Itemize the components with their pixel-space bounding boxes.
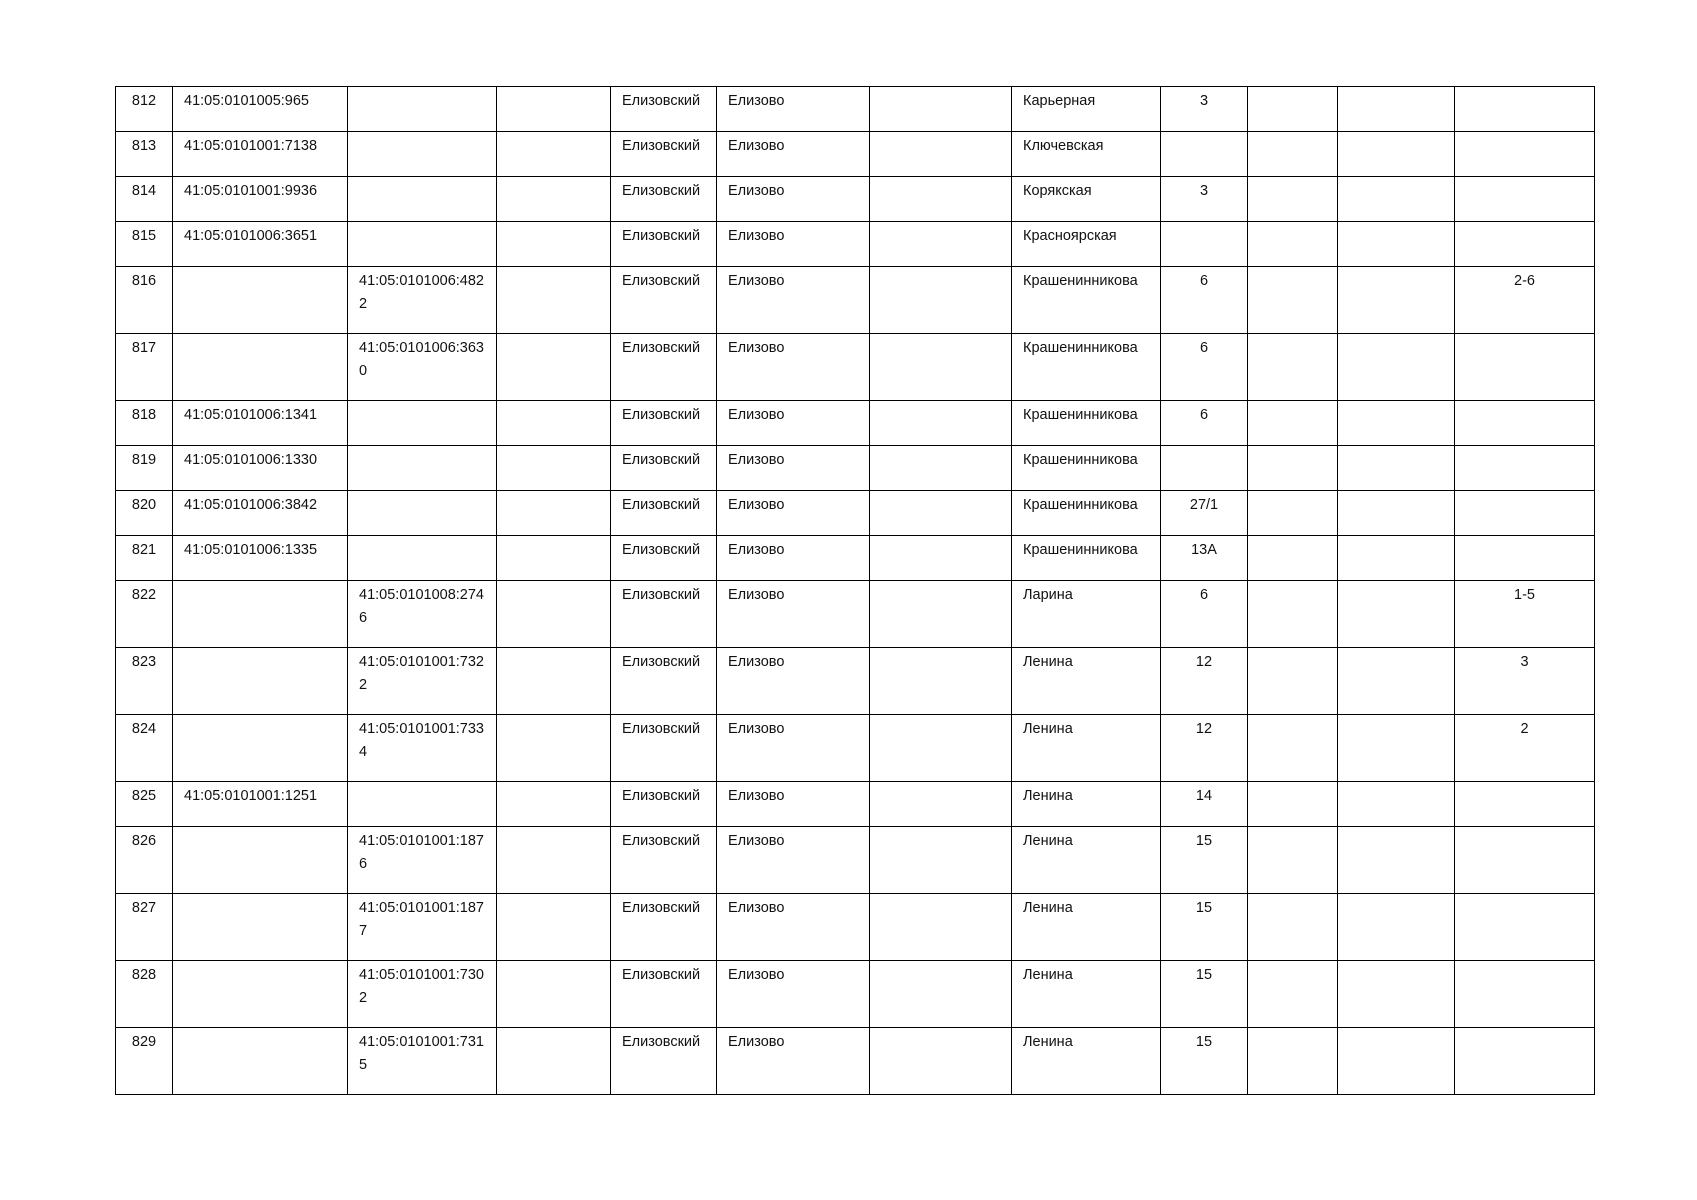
street-cell: Ленина [1012,1028,1161,1095]
empty-cell [1338,827,1455,894]
district-cell: Елизовский [611,581,717,648]
empty-cell [870,401,1012,446]
street-cell: Ленина [1012,894,1161,961]
house-cell: 15 [1161,961,1248,1028]
cadastral-number-alt-cell [348,536,497,581]
empty-cell [1338,581,1455,648]
empty-cell [1338,715,1455,782]
street-cell: Ленина [1012,782,1161,827]
district-cell: Елизовский [611,827,717,894]
city-cell: Елизово [717,715,870,782]
table-row [116,267,1595,334]
empty-cell [1248,132,1338,177]
cadastral-number-cell: 41:05:0101006:1335 [173,536,348,581]
house-cell [1161,222,1248,267]
cadastral-number-alt-cell: 41:05:0101006:4822 [348,267,497,334]
street-cell: Ларина [1012,581,1161,648]
street-cell: Крашенинникова [1012,446,1161,491]
cadastral-number-cell: 41:05:0101001:1251 [173,782,348,827]
empty-cell [1248,715,1338,782]
cadastral-number-cell: 41:05:0101005:965 [173,87,348,132]
cadastral-number-alt-cell [348,491,497,536]
table-row [116,87,1595,132]
empty-cell [1248,446,1338,491]
street-cell: Корякская [1012,177,1161,222]
district-cell: Елизовский [611,491,717,536]
apartment-cell [1455,222,1595,267]
cadastral-number-alt-cell [348,446,497,491]
empty-cell [1338,222,1455,267]
house-cell: 3 [1161,87,1248,132]
cadastral-number-cell: 41:05:0101001:9936 [173,177,348,222]
empty-cell [870,581,1012,648]
city-cell: Елизово [717,648,870,715]
table-row [116,222,1595,267]
cadastral-number-alt-cell [348,132,497,177]
street-cell: Крашенинникова [1012,267,1161,334]
table-row [116,132,1595,177]
table-row [116,536,1595,581]
table-row [116,782,1595,827]
row-number-cell: 820 [116,491,173,536]
district-cell: Елизовский [611,334,717,401]
empty-cell [1338,334,1455,401]
empty-cell [1248,581,1338,648]
apartment-cell [1455,961,1595,1028]
apartment-cell [1455,87,1595,132]
empty-cell [497,446,611,491]
house-cell: 6 [1161,334,1248,401]
table-row [116,961,1595,1028]
cadastral-number-alt-cell [348,222,497,267]
row-number-cell: 821 [116,536,173,581]
city-cell: Елизово [717,782,870,827]
cadastral-number-alt-cell [348,87,497,132]
empty-cell [497,267,611,334]
district-cell: Елизовский [611,132,717,177]
empty-cell [1248,1028,1338,1095]
house-cell: 27/1 [1161,491,1248,536]
cadastral-number-cell [173,1028,348,1095]
apartment-cell [1455,782,1595,827]
empty-cell [870,782,1012,827]
row-number-cell: 819 [116,446,173,491]
cadastral-number-alt-cell: 41:05:0101006:3630 [348,334,497,401]
city-cell: Елизово [717,267,870,334]
empty-cell [870,222,1012,267]
empty-cell [870,267,1012,334]
street-cell: Крашенинникова [1012,536,1161,581]
empty-cell [870,827,1012,894]
cadastral-number-cell: 41:05:0101006:1330 [173,446,348,491]
empty-cell [1338,536,1455,581]
empty-cell [1338,401,1455,446]
street-cell: Ленина [1012,648,1161,715]
cadastral-number-cell: 41:05:0101006:3842 [173,491,348,536]
table-row [116,581,1595,648]
cadastral-number-alt-cell: 41:05:0101008:2746 [348,581,497,648]
row-number-cell: 825 [116,782,173,827]
empty-cell [870,648,1012,715]
house-cell [1161,132,1248,177]
cadastral-number-cell [173,334,348,401]
apartment-cell [1455,132,1595,177]
empty-cell [497,177,611,222]
empty-cell [497,87,611,132]
empty-cell [497,491,611,536]
empty-cell [870,177,1012,222]
house-cell: 6 [1161,401,1248,446]
district-cell: Елизовский [611,222,717,267]
street-cell: Красноярская [1012,222,1161,267]
street-cell: Ключевская [1012,132,1161,177]
empty-cell [497,648,611,715]
empty-cell [870,961,1012,1028]
city-cell: Елизово [717,961,870,1028]
house-cell [1161,446,1248,491]
row-number-cell: 824 [116,715,173,782]
apartment-cell: 1-5 [1455,581,1595,648]
cadastral-number-alt-cell: 41:05:0101001:1876 [348,827,497,894]
house-cell: 3 [1161,177,1248,222]
cadastral-number-alt-cell: 41:05:0101001:7322 [348,648,497,715]
cadastral-number-cell [173,267,348,334]
empty-cell [1338,961,1455,1028]
row-number-cell: 815 [116,222,173,267]
table-row [116,715,1595,782]
empty-cell [497,222,611,267]
empty-cell [497,1028,611,1095]
empty-cell [1248,87,1338,132]
cadastral-number-alt-cell: 41:05:0101001:7302 [348,961,497,1028]
apartment-cell [1455,334,1595,401]
apartment-cell [1455,446,1595,491]
empty-cell [870,132,1012,177]
apartment-cell [1455,827,1595,894]
empty-cell [1248,782,1338,827]
empty-cell [1248,177,1338,222]
empty-cell [497,536,611,581]
row-number-cell: 829 [116,1028,173,1095]
city-cell: Елизово [717,536,870,581]
house-cell: 15 [1161,827,1248,894]
table-row [116,491,1595,536]
street-cell: Ленина [1012,961,1161,1028]
row-number-cell: 814 [116,177,173,222]
apartment-cell [1455,536,1595,581]
row-number-cell: 827 [116,894,173,961]
cadastral-number-cell [173,827,348,894]
empty-cell [497,401,611,446]
cadastral-number-alt-cell: 41:05:0101001:1877 [348,894,497,961]
empty-cell [1338,894,1455,961]
street-cell: Ленина [1012,715,1161,782]
apartment-cell [1455,177,1595,222]
empty-cell [1338,132,1455,177]
city-cell: Елизово [717,401,870,446]
city-cell: Елизово [717,894,870,961]
empty-cell [1248,536,1338,581]
empty-cell [497,782,611,827]
apartment-cell [1455,401,1595,446]
table-row [116,894,1595,961]
house-cell: 12 [1161,715,1248,782]
empty-cell [870,334,1012,401]
apartment-cell [1455,1028,1595,1095]
empty-cell [1338,491,1455,536]
empty-cell [870,446,1012,491]
city-cell: Елизово [717,177,870,222]
table-row [116,827,1595,894]
empty-cell [497,132,611,177]
empty-cell [497,581,611,648]
city-cell: Елизово [717,87,870,132]
city-cell: Елизово [717,827,870,894]
house-cell: 15 [1161,894,1248,961]
empty-cell [1338,267,1455,334]
empty-cell [1338,782,1455,827]
table-row [116,334,1595,401]
empty-cell [1338,1028,1455,1095]
row-number-cell: 822 [116,581,173,648]
row-number-cell: 813 [116,132,173,177]
empty-cell [1248,491,1338,536]
cadastral-number-cell [173,581,348,648]
cadastral-number-cell: 41:05:0101006:3651 [173,222,348,267]
empty-cell [1338,648,1455,715]
cadastral-number-alt-cell [348,782,497,827]
city-cell: Елизово [717,491,870,536]
row-number-cell: 817 [116,334,173,401]
row-number-cell: 816 [116,267,173,334]
district-cell: Елизовский [611,961,717,1028]
street-cell: Ленина [1012,827,1161,894]
empty-cell [1248,267,1338,334]
house-cell: 14 [1161,782,1248,827]
cadastral-number-cell [173,961,348,1028]
district-cell: Елизовский [611,894,717,961]
city-cell: Елизово [717,581,870,648]
house-cell: 6 [1161,581,1248,648]
empty-cell [497,894,611,961]
district-cell: Елизовский [611,87,717,132]
house-cell: 12 [1161,648,1248,715]
street-cell: Крашенинникова [1012,334,1161,401]
empty-cell [497,715,611,782]
empty-cell [1248,222,1338,267]
district-cell: Елизовский [611,177,717,222]
empty-cell [1248,648,1338,715]
empty-cell [870,87,1012,132]
table-row [116,401,1595,446]
empty-cell [870,536,1012,581]
apartment-cell [1455,491,1595,536]
street-cell: Крашенинникова [1012,491,1161,536]
empty-cell [870,1028,1012,1095]
apartment-cell: 2-6 [1455,267,1595,334]
empty-cell [497,961,611,1028]
empty-cell [1338,177,1455,222]
empty-cell [1248,961,1338,1028]
table-row [116,648,1595,715]
apartment-cell [1455,894,1595,961]
city-cell: Елизово [717,446,870,491]
apartment-cell: 2 [1455,715,1595,782]
street-cell: Крашенинникова [1012,401,1161,446]
cadastral-number-alt-cell [348,401,497,446]
empty-cell [1338,446,1455,491]
district-cell: Елизовский [611,715,717,782]
table-row [116,1028,1595,1095]
row-number-cell: 812 [116,87,173,132]
house-cell: 6 [1161,267,1248,334]
house-cell: 13А [1161,536,1248,581]
row-number-cell: 826 [116,827,173,894]
district-cell: Елизовский [611,648,717,715]
cadastral-number-cell [173,648,348,715]
district-cell: Елизовский [611,1028,717,1095]
empty-cell [497,827,611,894]
row-number-cell: 828 [116,961,173,1028]
district-cell: Елизовский [611,446,717,491]
city-cell: Елизово [717,132,870,177]
cadastral-number-alt-cell: 41:05:0101001:7334 [348,715,497,782]
empty-cell [870,894,1012,961]
empty-cell [870,715,1012,782]
city-cell: Елизово [717,334,870,401]
cadastral-number-cell [173,894,348,961]
street-cell: Карьерная [1012,87,1161,132]
city-cell: Елизово [717,1028,870,1095]
cadastral-number-cell: 41:05:0101006:1341 [173,401,348,446]
empty-cell [1248,894,1338,961]
table-row [116,446,1595,491]
district-cell: Елизовский [611,536,717,581]
district-cell: Елизовский [611,267,717,334]
register-table [115,86,1595,1095]
empty-cell [1248,401,1338,446]
row-number-cell: 818 [116,401,173,446]
cadastral-number-alt-cell: 41:05:0101001:7315 [348,1028,497,1095]
cadastral-number-cell [173,715,348,782]
apartment-cell: 3 [1455,648,1595,715]
table-row [116,177,1595,222]
empty-cell [497,334,611,401]
house-cell: 15 [1161,1028,1248,1095]
empty-cell [1248,827,1338,894]
district-cell: Елизовский [611,782,717,827]
empty-cell [870,491,1012,536]
row-number-cell: 823 [116,648,173,715]
cadastral-number-cell: 41:05:0101001:7138 [173,132,348,177]
district-cell: Елизовский [611,401,717,446]
cadastral-number-alt-cell [348,177,497,222]
empty-cell [1338,87,1455,132]
empty-cell [1248,334,1338,401]
city-cell: Елизово [717,222,870,267]
